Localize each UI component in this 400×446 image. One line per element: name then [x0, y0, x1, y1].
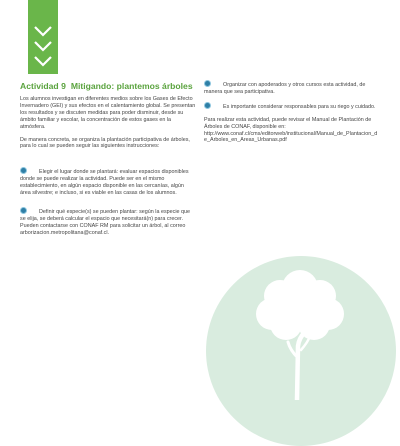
tree-icon — [250, 266, 350, 400]
step-3 — [204, 80, 380, 96]
manual-text: Para realizar esta actividad, puede revisar el Manual de Plantación de Árboles de CONAF, disponible en: — [204, 116, 372, 130]
right-column — [204, 80, 380, 150]
activity-title: Mitigando: plantemos árboles — [70, 81, 193, 91]
step-3-text: Organizar con apoderados y otros cursos esta actividad, de manera que sea participativa. — [204, 82, 366, 95]
chevron-down-icon — [32, 39, 54, 53]
step-2-text: Definir qué especie(s) se pueden plantar: según la especie que se elija, se deberá calcular el espacio que necesitará(n) para crecer. Pueden contactarse con CONAF RM para solicitar un árbol, al correo arborizacion.metropolitana@conaf.cl. — [20, 208, 191, 236]
bullet-icon — [204, 80, 211, 87]
step-4-text: Es importante considerar responsables para su riego y cuidado. — [223, 103, 376, 110]
bullet-icon — [20, 207, 27, 214]
activity-label: Actividad 9 — [20, 81, 66, 91]
step-1 — [20, 167, 196, 197]
bullet-icon — [204, 102, 211, 109]
intro-paragraph: Los alumnos investigan en diferentes medios sobre los Gases de Efecto Invernadero (GEI) y sus efectos en el calentamiento global. Se presentan los resultados y se discuten medidas para poder disminuir, desde su ámbito familiar y escolar, la concentración de estos gases en la atmósfera. — [20, 96, 196, 130]
chevron-tab — [28, 0, 58, 74]
chevron-down-icon — [32, 24, 54, 38]
manual-link[interactable]: http://www.conaf.cl/cms/editorweb/institucional/Manual_de_Plantacion_de_Arboles_en_Areas_Urbanas.pdf — [204, 130, 378, 144]
activity-heading — [20, 81, 193, 91]
chevron-down-icon — [32, 54, 54, 68]
instructions-intro: De manera concreta, se organiza la plantación participativa de árboles, para lo cual se pueden seguir las siguientes instrucciones: — [20, 136, 190, 150]
step-1-text: Elegir el lugar donde se plantará: evaluar espacios disponibles donde se puede realizar la actividad. Puede ser en el mismo establecimiento, en algún espacio disponible en las cercanías, algún área silvestre; e incluso, si es viable en las casas de los alumnos. — [20, 169, 189, 197]
bullet-icon — [20, 167, 27, 174]
manual-paragraph — [204, 117, 380, 145]
step-4 — [204, 102, 380, 111]
step-2 — [20, 207, 196, 237]
left-column — [20, 96, 196, 243]
